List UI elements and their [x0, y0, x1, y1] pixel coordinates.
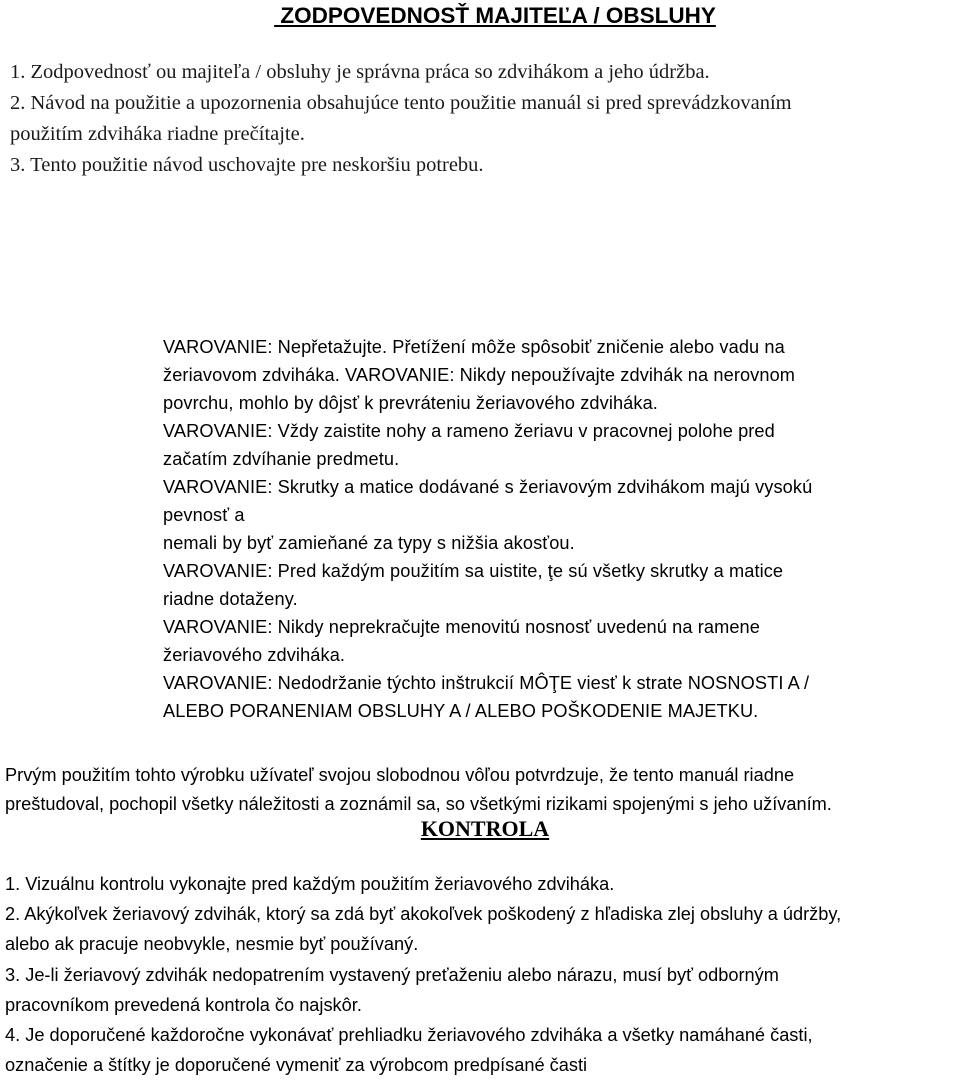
- kontrola-heading: KONTROLA: [420, 816, 550, 841]
- warnings-block: [163, 333, 903, 725]
- inspection-line: alebo ak pracuje neobvykle, nesmie byť používaný.: [5, 934, 419, 955]
- warning-line: VAROVANIE: Nedodržanie týchto inštrukcií MÔŢE viesť k strate NOSNOSTI A /: [163, 673, 810, 693]
- intro-item: 2. Návod na použitie a upozornenia obsahujúce tento použitie manuál si pred sprevádzkovaním: [10, 92, 792, 114]
- inspection-line: 4. Je doporučené každoročne vykonávať prehliadku žeriavového zdviháka a všetky namáhané časti,: [5, 1025, 813, 1046]
- warning-line: nemali by byť zamieňané za typy s nižšia akosťou.: [163, 533, 575, 553]
- declaration-line: preštudoval, pochopil všetky náležitosti a zoznámil sa, so všetkými rizikami spojenými s jeho užívaním.: [5, 794, 832, 814]
- warning-line: VAROVANIE: Skrutky a matice dodávané s žeriavovým zdvihákom majú vysokú: [163, 477, 813, 497]
- inspection-line: označenie a štítky je doporučené vymeniť za výrobcom predpísané časti: [5, 1055, 588, 1076]
- warning-line: VAROVANIE: Pred každým použitím sa uistite, ţe sú všetky skrutky a matice: [163, 561, 784, 581]
- inspection-line: 1. Vizuálnu kontrolu vykonajte pred každým použitím žeriavového zdviháka.: [5, 874, 615, 894]
- intro-item: použitím zdviháka riadne prečítajte.: [10, 123, 305, 145]
- inspection-line: 2. Akýkoľvek žeriavový zdvihák, ktorý sa zdá byť akokoľvek poškodený z hľadiska zlej obsluhy a údržby,: [5, 904, 842, 925]
- warning-line: VAROVANIE: Nepřetažujte. Přetížení môže spôsobiť zničenie alebo vadu na: [163, 337, 785, 357]
- inspection-list: [5, 869, 960, 1080]
- inspection-line: pracovníkom prevedená kontrola čo najskôr.: [5, 994, 362, 1015]
- warning-line: začatím zdvíhanie predmetu.: [163, 449, 400, 469]
- warning-line: ALEBO PORANENIAM OBSLUHY A / ALEBO POŠKODENIE MAJETKU.: [163, 701, 759, 721]
- intro-item: 1. Zodpovednosť ou majiteľa / obsluhy je správna práca so zdvihákom a jeho údržba.: [10, 61, 710, 83]
- intro-list: [10, 57, 960, 181]
- intro-item: 3. Tento použitie návod uschovajte pre neskoršiu potrebu.: [10, 154, 484, 176]
- document-title: ZODPOVEDNOSŤ MAJITEĽA / OBSLUHY: [274, 3, 716, 28]
- user-declaration: [5, 761, 960, 819]
- warning-line: riadne dotaženy.: [163, 589, 298, 609]
- warning-line: žeriavovom zdviháka. VAROVANIE: Nikdy nepoužívajte zdvihák na nerovnom: [163, 365, 796, 385]
- declaration-line: Prvým použitím tohto výrobku užívateľ svojou slobodnou vôľou potvrdzuje, že tento manuál riadne: [5, 765, 795, 785]
- warning-line: pevnosť a: [163, 505, 245, 525]
- inspection-line: 3. Je-li žeriavový zdvihák nedopatrením vystavený preťaženiu alebo nárazu, musí byť odborným: [5, 964, 779, 985]
- warning-line: žeriavového zdviháka.: [163, 645, 346, 665]
- warning-line: povrchu, mohlo by dôjsť k prevráteniu žeriavového zdviháka.: [163, 393, 658, 413]
- warning-line: VAROVANIE: Nikdy neprekračujte menovitú nosnosť uvedenú na ramene: [163, 617, 760, 637]
- warning-line: VAROVANIE: Vždy zaistite nohy a rameno žeriavu v pracovnej polohe pred: [163, 421, 775, 441]
